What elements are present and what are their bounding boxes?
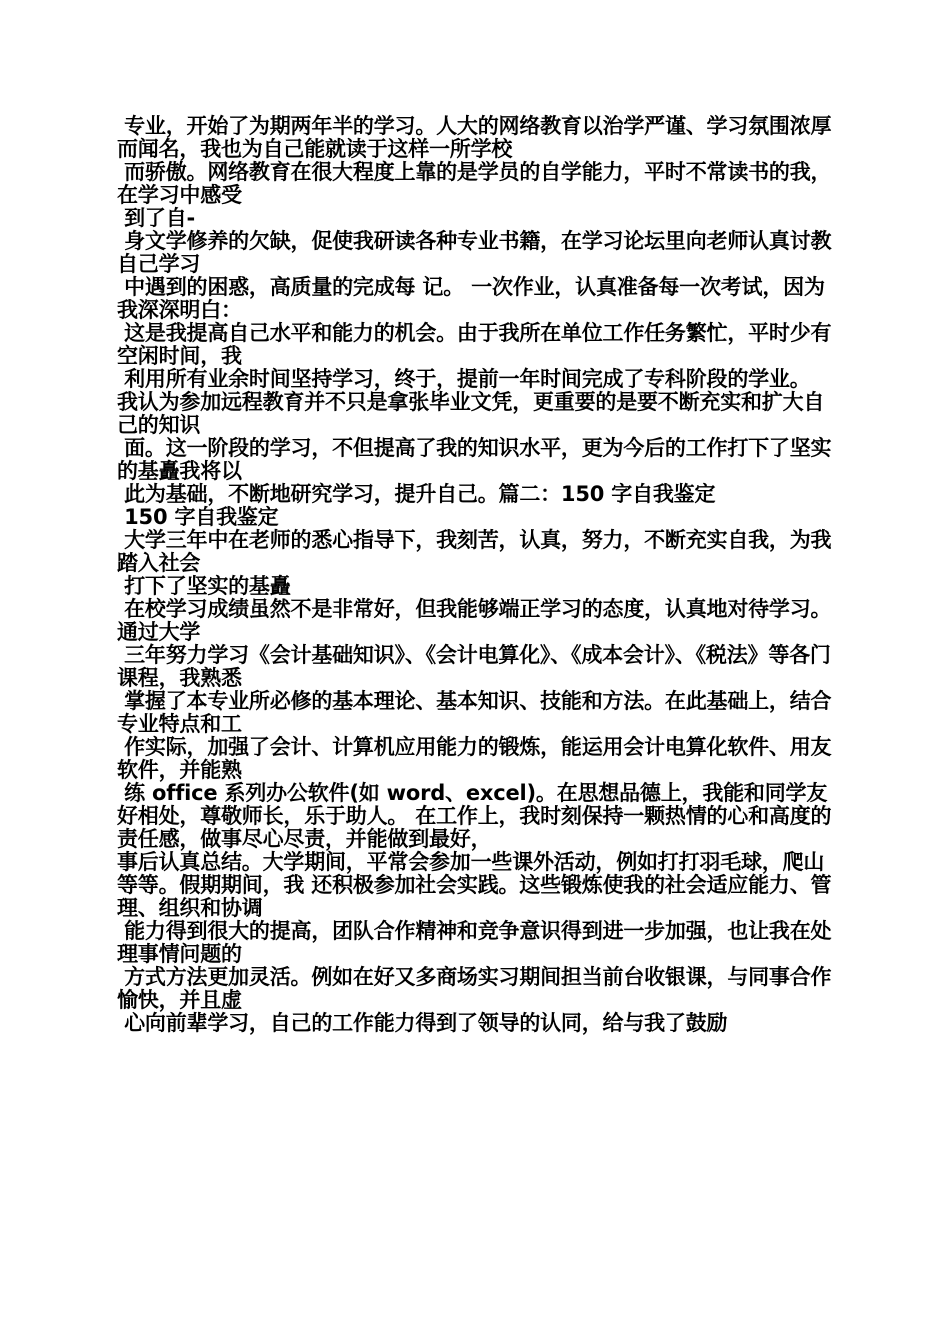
paragraph-20: 方式方法更加灵活。例如在好又多商场实习期间担当前台收银课，与同事合作愉快，并且虚 <box>117 965 832 1012</box>
paragraph-13: 在校学习成绩虽然不是非常好，但我能够端正学习的态度，认真地对待学习。通过大学 <box>117 597 832 644</box>
paragraph-11: 大学三年中在老师的悉心指导下，我刻苦，认真，努力，不断充实自我，为我踏入社会 <box>117 528 832 575</box>
document-page <box>117 115 837 1035</box>
paragraph-6: 这是我提高自己水平和能力的机会。由于我所在单位工作任务繁忙，平时少有空闲时间，我 <box>117 321 832 368</box>
paragraph-15: 掌握了本专业所必修的基本理论、基本知识、技能和方法。在此基础上，结合专业特点和工 <box>117 689 832 736</box>
paragraph-16: 作实际，加强了会计、计算机应用能力的锻炼，能运用会计电算化软件、用友软件，并能熟 <box>117 735 832 782</box>
paragraph-2: 而骄傲。网络教育在很大程度上靠的是学员的自学能力，平时不常读书的我，在学习中感受 <box>117 160 832 207</box>
paragraph-12: 打下了坚实的基矗 <box>117 574 291 598</box>
paragraph-3: 到了自- <box>117 206 196 230</box>
paragraph-10: 150 字自我鉴定 <box>117 505 279 529</box>
paragraph-4: 身文学修养的欠缺，促使我研读各种专业书籍，在学习论坛里向老师认真讨教自己学习 <box>117 229 832 276</box>
paragraph-19: 能力得到很大的提高，团队合作精神和竞争意识得到进一步加强，也让我在处理事情问题的 <box>117 919 832 966</box>
paragraph-7: 利用所有业余时间坚持学习，终于，提前一年时间完成了专科阶段的学业。 我认为参加远程教育并不只是拿张毕业文凭，更重要的是要不断充实和扩大自己的知识 <box>117 367 825 437</box>
paragraph-8: 面。这一阶段的学习，不但提高了我的知识水平，更为今后的工作打下了坚实的基矗我将以 <box>117 436 832 483</box>
paragraph-1: 专业，开始了为期两年半的学习。人大的网络教育以治学严谨、学习氛围浓厚而闻名，我也为自己能就读于这样一所学校 <box>117 114 832 161</box>
paragraph-14: 三年努力学习《会计基础知识》、《会计电算化》、《成本会计》、《税法》等各门课程，我熟悉 <box>117 643 831 690</box>
paragraph-17: 练 office 系列办公软件(如 word、excel)。在思想品德上，我能和同学友好相处，尊敬师长，乐于助人。 在工作上，我时刻保持一颗热情的心和高度的责任感，做事尽心尽责，并能做到最好， <box>117 781 832 851</box>
paragraph-9: 此为基础，不断地研究学习，提升自己。篇二：150 字自我鉴定 <box>117 482 716 506</box>
paragraph-21: 心向前辈学习，自己的工作能力得到了领导的认同，给与我了鼓励 <box>117 1011 728 1035</box>
paragraph-5: 中遇到的困惑，高质量的完成每 记。 一次作业，认真准备每一次考试，因为我深深明白： <box>117 275 825 322</box>
paragraph-18: 事后认真总结。大学期间，平常会参加一些课外活动，例如打打羽毛球，爬山等等。假期期间，我 还积极参加社会实践。这些锻炼使我的社会适应能力、管理、组织和协调 <box>117 850 832 920</box>
